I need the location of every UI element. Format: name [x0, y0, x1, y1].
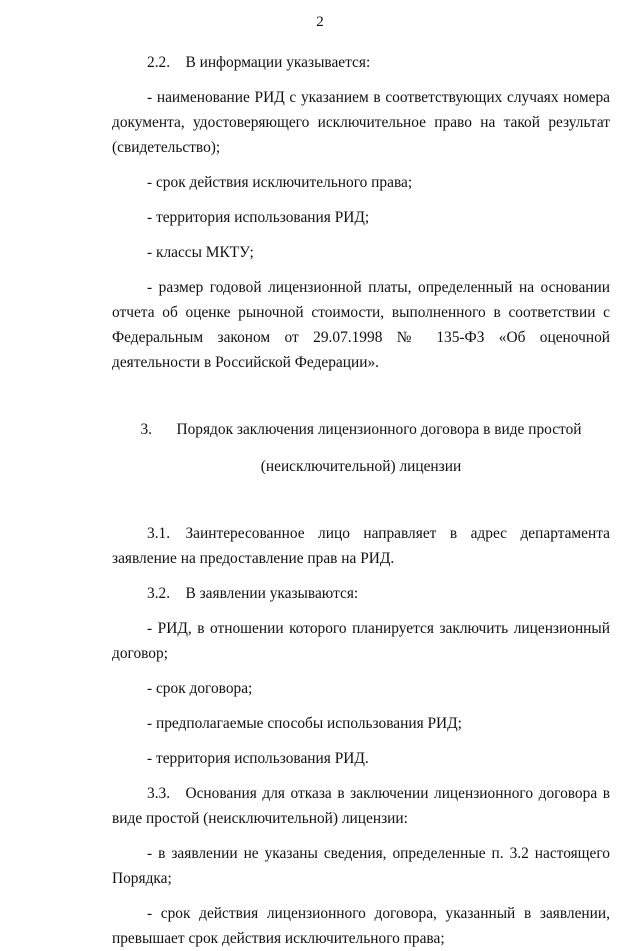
paragraph-3-2-item-territory: - территория использования РИД.	[147, 750, 369, 767]
paragraph-2-2-item-territory: - территория использования РИД;	[147, 209, 370, 226]
section-3-title-line2: (неисключительной) лицензии	[260, 458, 462, 475]
paragraph-3-1: 3.1. Заинтересованное лицо направляет в адрес департамента заявление на предоставление прав на РИД.	[112, 525, 610, 567]
paragraph-3-3: 3.3. Основания для отказа в заключении лицензионного договора в виде простой (неисключительной) лицензии:	[112, 785, 610, 827]
document-body	[112, 50, 610, 951]
paragraph-2-2-item-name: - наименование РИД с указанием в соответствующих случаях номера документа, удостоверяющего исключительное право на такой результат (свидетельство);	[112, 89, 610, 156]
paragraph-3-2-item-rid: - РИД, в отношении которого планируется заключить лицензионный договор;	[112, 620, 610, 662]
paragraph-2-2-item-term: - срок действия исключительного права;	[147, 174, 413, 191]
paragraph-3-3-item-missing-info: - в заявлении не указаны сведения, определенные п. 3.2 настоящего Порядка;	[112, 845, 610, 887]
paragraph-3-2-item-usage: - предполагаемые способы использования РИД;	[147, 715, 462, 732]
section-3-number: 3.	[140, 421, 152, 438]
paragraph-2-2-item-classes: - классы МКТУ;	[147, 244, 254, 261]
paragraph-2-2: 2.2. В информации указывается:	[147, 54, 371, 71]
page-number: 2	[316, 14, 324, 30]
paragraph-3-3-item-term-exceeds: - срок действия лицензионного договора, указанный в заявлении, превышает срок действия исключительного права;	[112, 905, 610, 947]
paragraph-3-2: 3.2. В заявлении указываются:	[147, 585, 359, 602]
section-3-title-line1: Порядок заключения лицензионного договора в виде простой	[176, 421, 582, 438]
paragraph-3-2-item-term: - срок договора;	[147, 680, 253, 697]
paragraph-2-2-item-fee: - размер годовой лицензионной платы, определенный на основании отчета об оценке рыночной стоимости, выполненного в соответствии с Федеральным законом от 29.07.1998 № 135-ФЗ «Об оценочной деятельности в Российской Федерации».	[112, 279, 610, 371]
section-3-heading	[112, 417, 610, 442]
